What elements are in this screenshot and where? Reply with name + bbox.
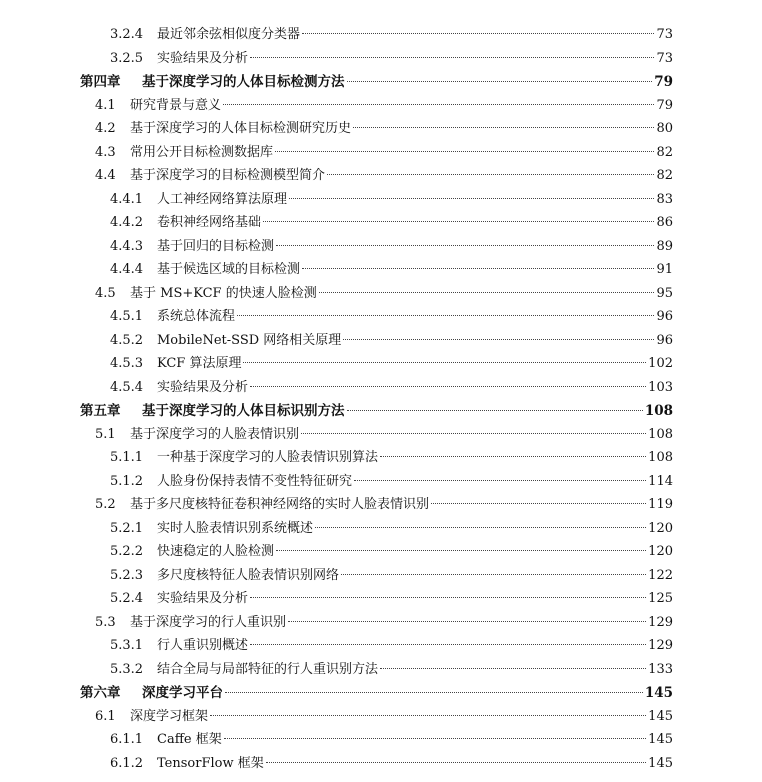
- toc-entry-title: 卷积神经网络基础: [157, 215, 262, 230]
- toc-entry-number: 5.3: [95, 614, 116, 630]
- toc-page-number: 145: [648, 755, 673, 771]
- toc-page-number: 129: [648, 614, 673, 630]
- toc-entry-row[interactable]: [95, 707, 673, 727]
- toc-entry-row[interactable]: [110, 542, 673, 562]
- toc-entry-number: 5.2.3: [110, 567, 144, 583]
- toc-entry-number: 4.4.1: [110, 191, 144, 207]
- toc-entry-title: 实验结果及分析: [157, 591, 249, 606]
- leader-dots: [343, 339, 654, 340]
- toc-entry-title: 最近邻余弦相似度分类器: [157, 27, 301, 42]
- toc-entry-title: 基于深度学习的人体目标检测研究历史: [130, 121, 352, 136]
- toc-entry-number: 4.5.3: [110, 356, 144, 371]
- toc-entry-number: 第五章: [80, 403, 121, 419]
- toc-page-number: 80: [656, 121, 673, 136]
- toc-page-number: 103: [648, 379, 673, 395]
- leader-dots: [266, 762, 646, 763]
- toc-entry-row[interactable]: [110, 589, 673, 609]
- leader-dots: [347, 410, 643, 411]
- toc-entry-row[interactable]: [110, 190, 673, 210]
- toc-entry-title: 快速稳定的人脸检测: [157, 544, 275, 559]
- toc-page-number: 125: [648, 591, 673, 606]
- toc-entry-title: 人工神经网络算法原理: [157, 191, 288, 207]
- leader-dots: [275, 151, 654, 152]
- toc-page-number: 96: [656, 309, 673, 324]
- leader-dots: [354, 480, 646, 481]
- toc-entry-number: 4.5.2: [110, 332, 144, 348]
- leader-dots: [341, 574, 646, 575]
- leader-dots: [237, 315, 654, 316]
- toc-entry-title: 研究背景与意义: [130, 97, 222, 113]
- toc-entry-title: 深度学习框架: [130, 708, 209, 724]
- leader-dots: [353, 127, 654, 128]
- toc-entry-title: 多尺度核特征人脸表情识别网络: [157, 567, 340, 583]
- leader-dots: [263, 221, 654, 222]
- toc-page-number: 95: [656, 285, 673, 301]
- toc-entry-number: 第六章: [80, 685, 121, 701]
- leader-dots: [380, 456, 646, 457]
- toc-entry-number: 4.4: [95, 168, 116, 183]
- toc-entry-row[interactable]: [110, 331, 673, 351]
- toc-entry-number: 4.4.2: [110, 215, 144, 230]
- toc-entry-row[interactable]: [95, 166, 673, 186]
- leader-dots: [288, 621, 646, 622]
- toc-entry-number: 4.4.3: [110, 238, 144, 254]
- toc-entry-title: 实验结果及分析: [157, 379, 249, 395]
- toc-page-number: 145: [644, 685, 673, 701]
- toc-entry-number: 3.2.4: [110, 27, 144, 42]
- toc-entry-row[interactable]: [95, 284, 673, 304]
- leader-dots: [302, 33, 654, 34]
- toc-entry-number: 4.3: [95, 144, 116, 160]
- toc-page-number: 91: [656, 262, 673, 277]
- toc-page-number: 73: [656, 50, 673, 66]
- toc-entry-row[interactable]: [95, 425, 673, 445]
- toc-entry-title: 结合全局与局部特征的行人重识别方法: [157, 661, 379, 677]
- toc-entry-number: 5.3.1: [110, 638, 144, 653]
- toc-entry-title: 常用公开目标检测数据库: [130, 144, 274, 160]
- toc-entry-row[interactable]: [110, 213, 673, 233]
- toc-page-number: 102: [648, 356, 673, 371]
- toc-entry-number: 5.2: [95, 497, 116, 512]
- toc-page-number: 82: [656, 144, 673, 160]
- toc-entry-title: 基于深度学习的人体目标检测方法: [142, 74, 345, 90]
- toc-entry-title: KCF 算法原理: [157, 356, 242, 371]
- toc-entry-row[interactable]: [110, 307, 673, 327]
- toc-entry-title: 人脸身份保持表情不变性特征研究: [157, 473, 353, 489]
- toc-entry-title: 实时人脸表情识别系统概述: [157, 520, 314, 536]
- leader-dots: [224, 738, 646, 739]
- toc-entry-row[interactable]: [95, 613, 673, 633]
- toc-entry-row[interactable]: [110, 448, 673, 468]
- toc-entry-number: 6.1.2: [110, 755, 144, 771]
- toc-entry-number: 4.1: [95, 97, 116, 113]
- toc-entry-row[interactable]: [110, 660, 673, 680]
- leader-dots: [225, 692, 643, 693]
- toc-page-number: 73: [656, 27, 673, 42]
- toc-entry-row[interactable]: [110, 566, 673, 586]
- toc-page-number: 122: [648, 567, 673, 583]
- toc-entry-title: 实验结果及分析: [157, 50, 249, 66]
- toc-entry-row[interactable]: [110, 260, 673, 280]
- toc-page-number: 108: [648, 426, 673, 442]
- toc-page-number: 145: [648, 708, 673, 724]
- leader-dots: [302, 268, 654, 269]
- toc-entry-number: 4.5.4: [110, 379, 144, 395]
- toc-entry-number: 5.1.2: [110, 473, 144, 489]
- toc-entry-row[interactable]: [110, 519, 673, 539]
- toc-entry-title: TensorFlow 框架: [157, 755, 264, 771]
- toc-entry-title: 基于深度学习的行人重识别: [130, 614, 287, 630]
- toc-page-number: 79: [656, 97, 673, 113]
- leader-dots: [315, 527, 646, 528]
- toc-entry-number: 4.2: [95, 121, 116, 136]
- toc-entry-number: 6.1: [95, 708, 116, 724]
- leader-dots: [301, 433, 646, 434]
- toc-entry-title: 基于回归的目标检测: [157, 238, 275, 254]
- toc-entry-number: 5.2.4: [110, 591, 144, 606]
- toc-entry-row[interactable]: [95, 495, 673, 515]
- toc-entry-title: 深度学习平台: [142, 685, 223, 701]
- toc-entry-number: 5.3.2: [110, 661, 144, 677]
- toc-entry-number: 4.5: [95, 285, 116, 301]
- toc-entry-row[interactable]: [95, 143, 673, 163]
- leader-dots: [380, 668, 646, 669]
- toc-entry-title: 基于多尺度核特征卷积神经网络的实时人脸表情识别: [130, 497, 430, 512]
- leader-dots: [289, 198, 654, 199]
- leader-dots: [250, 644, 646, 645]
- toc-entry-row[interactable]: [110, 378, 673, 398]
- toc-entry-title: 基于深度学习的人脸表情识别: [130, 426, 300, 442]
- toc-entry-number: 5.2.1: [110, 520, 144, 536]
- toc-entry-row[interactable]: [110, 354, 673, 374]
- toc-page-number: 119: [648, 497, 673, 512]
- toc-chapter-row[interactable]: [80, 72, 673, 92]
- toc-page-number: 129: [648, 638, 673, 653]
- toc-entry-number: 3.2.5: [110, 50, 144, 66]
- toc-page-number: 108: [644, 403, 673, 419]
- toc-page-number: 96: [656, 332, 673, 348]
- toc-entry-number: 5.1: [95, 426, 116, 442]
- toc-entry-row[interactable]: [110, 472, 673, 492]
- toc-chapter-row[interactable]: [80, 401, 673, 421]
- toc-chapter-row[interactable]: [80, 683, 673, 703]
- toc-page-number: 114: [648, 473, 673, 489]
- toc-entry-number: 5.2.2: [110, 544, 144, 559]
- toc-entry-title: Caffe 框架: [157, 732, 222, 747]
- toc-entry-row[interactable]: [95, 119, 673, 139]
- leader-dots: [250, 386, 646, 387]
- toc-entry-row[interactable]: [110, 25, 673, 45]
- toc-page-number: 108: [648, 450, 673, 465]
- toc-entry-title: 系统总体流程: [157, 309, 236, 324]
- toc-page-number: 86: [656, 215, 673, 230]
- toc-entry-title: 基于候选区域的目标检测: [157, 262, 301, 277]
- toc-entry-row[interactable]: [95, 96, 673, 116]
- toc-entry-title: 行人重识别概述: [157, 638, 249, 653]
- leader-dots: [250, 57, 654, 58]
- toc-entry-title: 基于深度学习的目标检测模型简介: [130, 168, 326, 183]
- toc-entry-number: 5.1.1: [110, 450, 144, 465]
- leader-dots: [276, 550, 646, 551]
- toc-page-number: 120: [648, 520, 673, 536]
- leader-dots: [223, 104, 654, 105]
- leader-dots: [250, 597, 646, 598]
- toc-entry-row[interactable]: [110, 730, 673, 750]
- toc-entry-row[interactable]: [110, 754, 673, 774]
- toc-entry-row[interactable]: [110, 636, 673, 656]
- toc-entry-number: 4.4.4: [110, 262, 144, 277]
- toc-entry-title: 一种基于深度学习的人脸表情识别算法: [157, 450, 379, 465]
- toc-page-number: 133: [648, 661, 673, 677]
- leader-dots: [276, 245, 654, 246]
- toc-entry-number: 6.1.1: [110, 732, 144, 747]
- leader-dots: [210, 715, 646, 716]
- toc-entry-row[interactable]: [110, 49, 673, 69]
- toc-page-number: 83: [656, 191, 673, 207]
- toc-entry-title: 基于深度学习的人体目标识别方法: [142, 403, 345, 419]
- toc-page-number: 89: [656, 238, 673, 254]
- leader-dots: [319, 292, 655, 293]
- toc-page-number: 82: [656, 168, 673, 183]
- toc-page-number: 120: [648, 544, 673, 559]
- leader-dots: [431, 503, 646, 504]
- leader-dots: [327, 174, 654, 175]
- leader-dots: [243, 362, 646, 363]
- toc-page-number: 79: [654, 74, 673, 90]
- toc-page-number: 145: [648, 732, 673, 747]
- toc-entry-number: 第四章: [80, 74, 121, 90]
- toc-entry-row[interactable]: [110, 237, 673, 257]
- toc-entry-number: 4.5.1: [110, 309, 144, 324]
- toc-entry-title: MobileNet-SSD 网络相关原理: [157, 332, 342, 348]
- leader-dots: [347, 81, 653, 82]
- toc-entry-title: 基于 MS+KCF 的快速人脸检测: [130, 285, 317, 301]
